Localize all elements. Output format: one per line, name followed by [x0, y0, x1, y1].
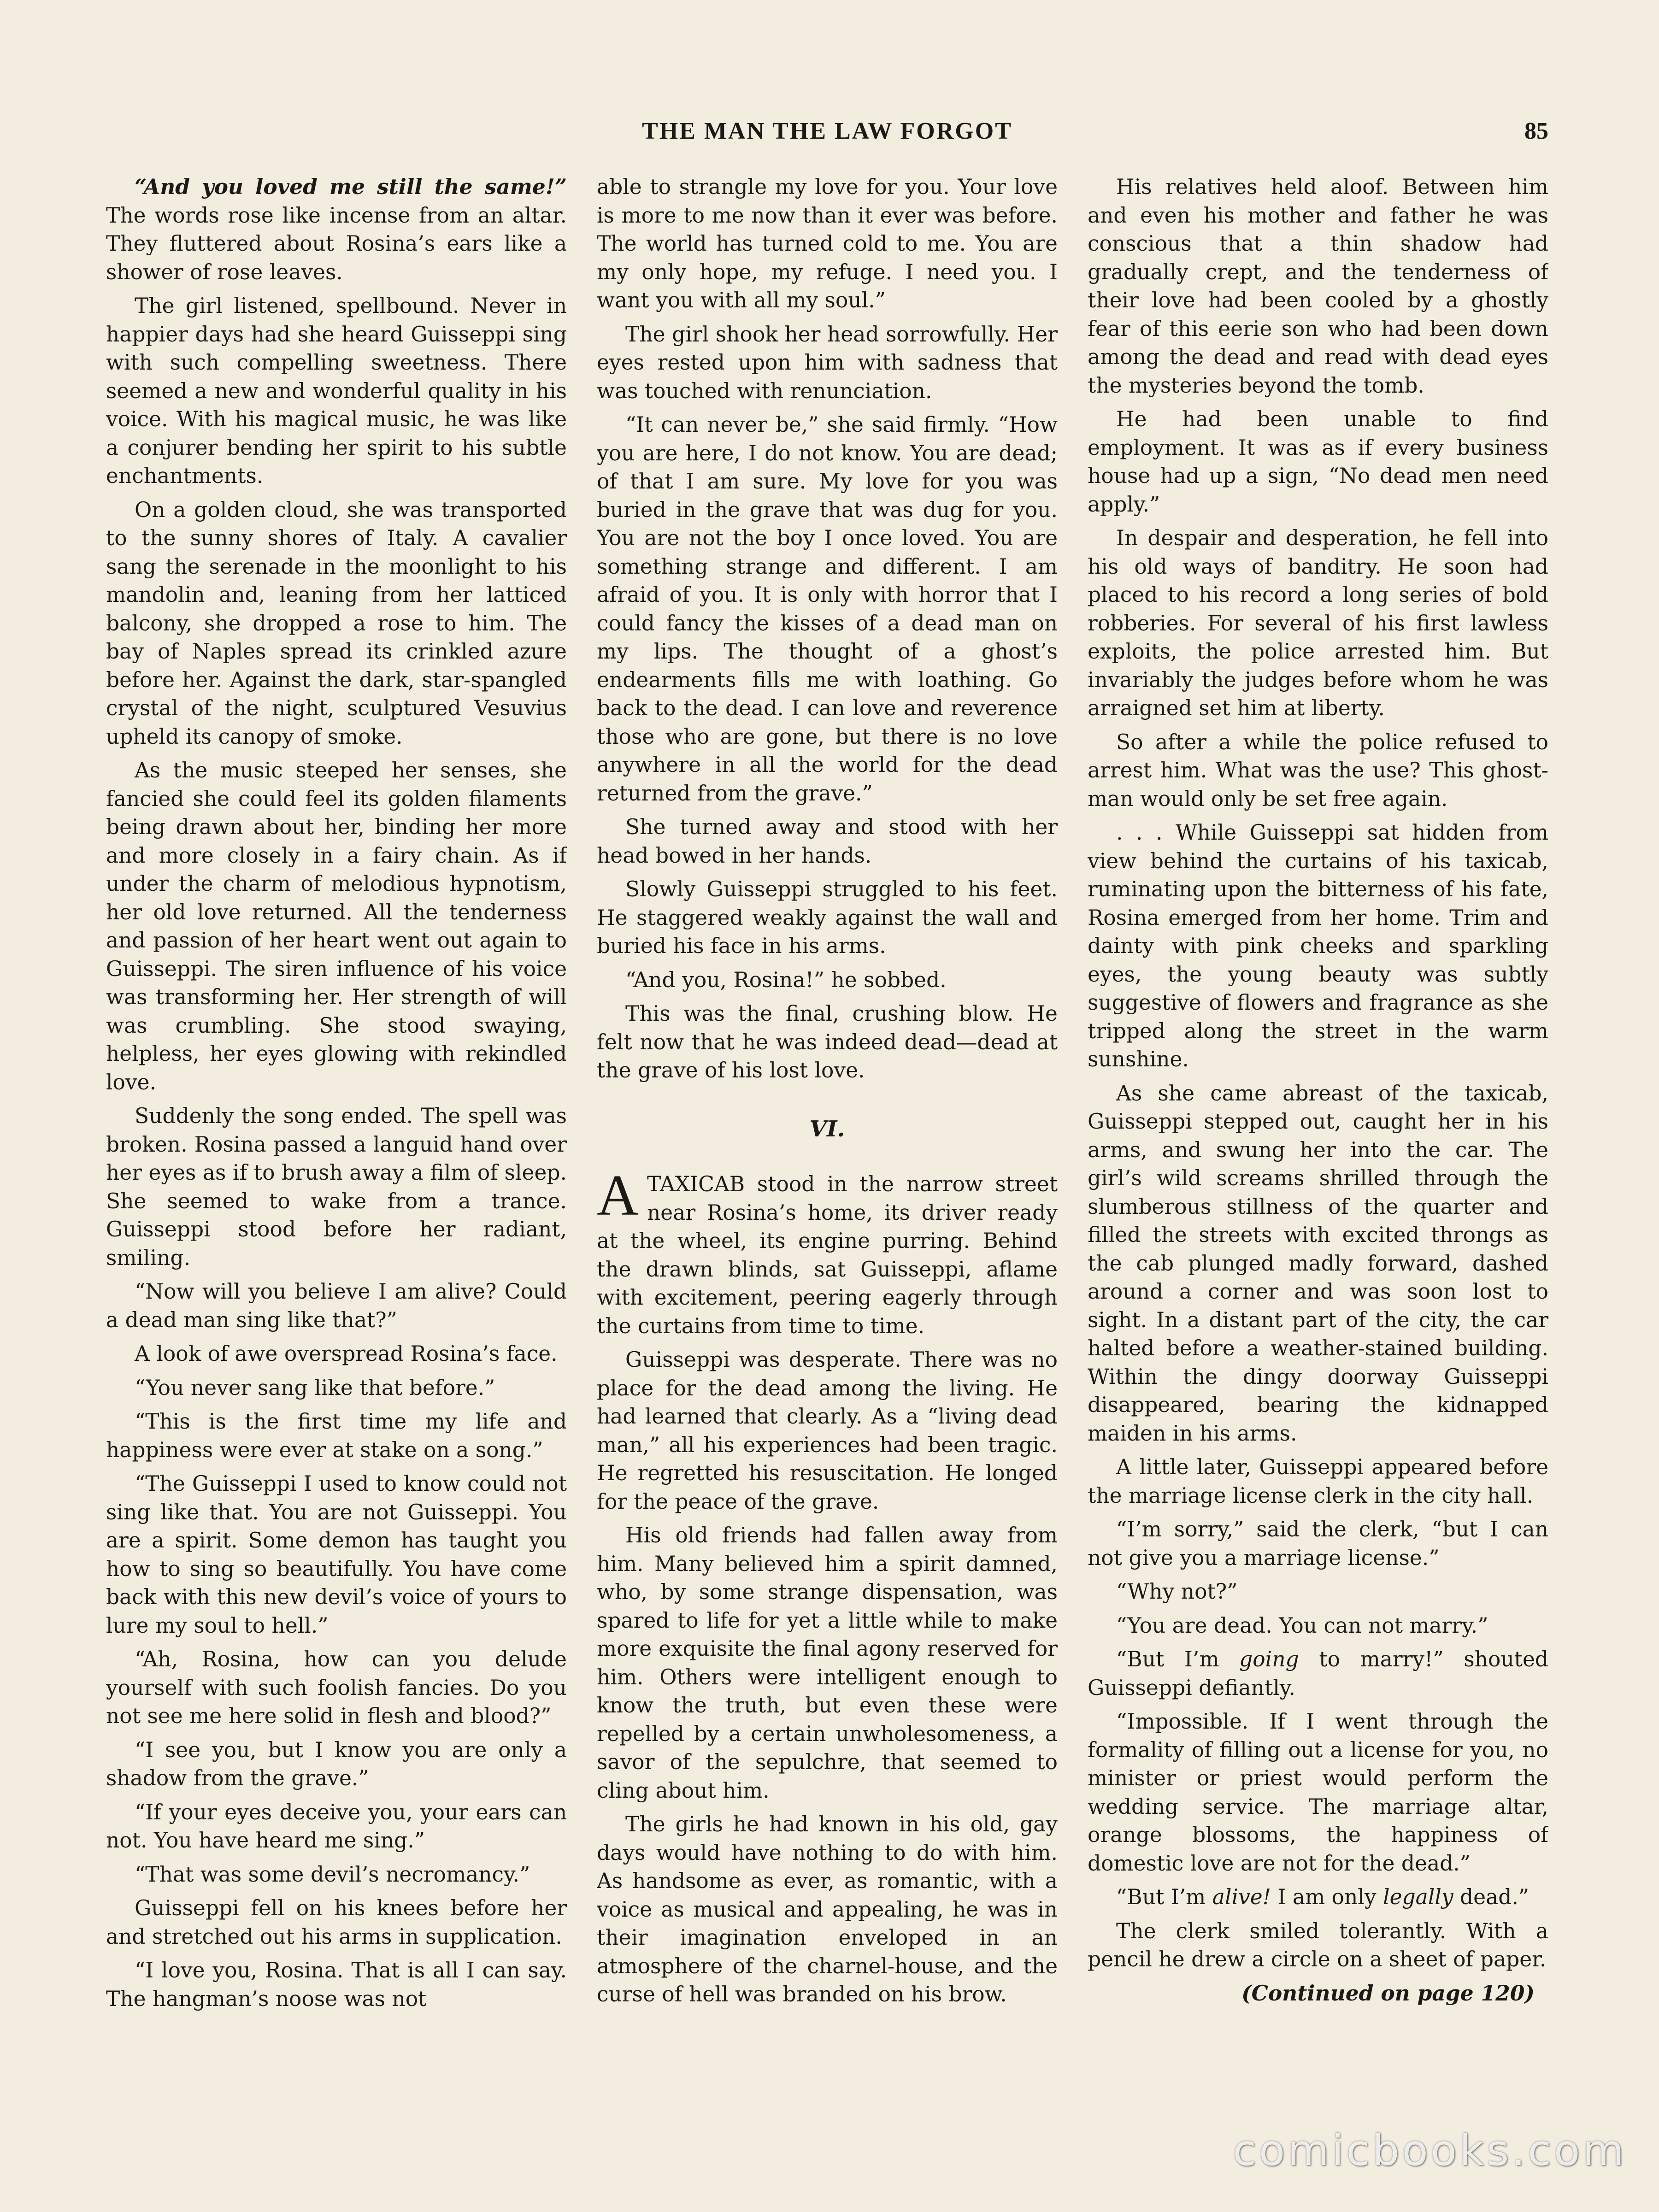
paragraph: “This is the first time my life and happiness were ever at stake on a song.” [106, 1409, 567, 1462]
paragraph: A look of awe overspread Rosina’s face. [135, 1341, 558, 1366]
paragraph: The girl shook her head sorrowfully. Her eyes rested upon him with sadness that was touched with renunciation. [597, 322, 1058, 403]
paragraph: “Now will you believe I am alive? Could a dead man sing like that?” [106, 1279, 567, 1332]
paragraph: “If your eyes deceive you, your ears can not. You have heard me sing.” [106, 1800, 567, 1853]
paragraph: “I love you, Rosina. That is all I can say. The hangman’s noose was not [106, 1958, 567, 2011]
paragraph-lead: “And you loved me still the same!” [135, 174, 567, 199]
paragraph: “You never sang like that before.” [135, 1375, 495, 1400]
paragraph: His old friends had fallen away from him. Many believed him a spirit damned, who, by some strange dispensation, was spared to life for yet a little while to make more exquisite the final agony reserved for him. Others were intelligent enough to know the truth, but even these were repelled by a certain unwholesomeness, a savor of the sepulchre, that seemed to cling about him. [597, 1523, 1058, 1803]
text-columns [106, 173, 1548, 2099]
paragraph: “You are dead. You can not marry.” [1116, 1613, 1488, 1638]
drop-cap: A [597, 1164, 639, 1228]
paragraph: Guisseppi was desperate. There was no place for the dead among the living. He had learned that clearly. As a “living dead man,” all his experiences had been tragic. He regretted his resuscitation. He longed for the peace of the grave. [597, 1347, 1058, 1514]
paragraph: The girls he had known in his old, gay days would have nothing to do with him. As handsome as ever, as romantic, with a voice as musical and appealing, he was in their imagination enveloped in an atmosphere of the charnel-house, and the curse of hell was branded on his brow. [597, 1812, 1058, 2006]
paragraph: This was the final, crushing blow. He felt now that he was indeed dead—dead at the grave of his lost love. [597, 1001, 1058, 1082]
paragraph: As the music steeped her senses, she fancied she could feel its golden filaments being drawn about her, binding her more and more closely in a fairy chain. As if under the charm of melodious hypnotism, her old love returned. All the tenderness and passion of her heart went out again to Guisseppi. The siren influence of his voice was transforming her. Her strength of will was crumbling. She stood swaying, helpless, her eyes glowing with rekindled love. [106, 758, 567, 1094]
column-2 [597, 173, 1058, 2099]
paragraph: The girl listened, spellbound. Never in happier days had she heard Guisseppi sing with such compelling sweetness. There seemed a new and wonderful quality in his voice. With his magical music, he was like a conjurer bending her spirit to his subtle enchantments. [106, 294, 567, 488]
paragraph: “Why not?” [1116, 1579, 1238, 1604]
paragraph: “I’m sorry,” said the clerk, “but I can not give you a marriage license.” [1088, 1517, 1548, 1570]
paragraph: “It can never be,” she said firmly. “How you are here, I do not know. You are dead; of that I am sure. My love for you was buried in the grave that was dug for you. You are not the boy I once loved. You are something strange and different. I am afraid of you. It is only with horror that I could fancy the kisses of a dead man on my lips. The thought of a ghost’s endearments fills me with loathing. Go back to the dead. I can love and reverence those who are gone, but there is no love anywhere in all the world for the dead returned from the grave.” [597, 412, 1058, 806]
paragraph: “Impossible. If I went through the formality of filling out a license for you, no minister or priest would perform the wedding service. The marriage altar, orange blossoms, the happiness of domestic love are not for the dead.” [1088, 1709, 1548, 1876]
paragraph: “That was some devil’s necromancy.” [135, 1862, 530, 1887]
paragraph: He had been unable to find employment. It was as if every business house had up a sign, “No dead men need apply.” [1088, 407, 1548, 517]
paragraph: His relatives held aloof. Between him and even his mother and father he was conscious that a thin shadow had gradually crept, and the tenderness of their love had been cooled by a ghostly fear of this eerie son who had been down among the dead and read with dead eyes the mysteries beyond the tomb. [1088, 175, 1548, 398]
page-header [106, 118, 1548, 154]
section-heading: VI. [809, 1116, 845, 1142]
section-opening-paragraph: ATAXICAB stood in the narrow street near Rosina’s home, its driver ready at the wheel, its engine purring. Behind the drawn blinds, sat Guisseppi, aflame with excitement, peering eagerly through the curtains from time to time. [597, 1164, 1058, 1338]
paragraph: Suddenly the song ended. The spell was broken. Rosina passed a languid hand over her eyes as if to brush away a film of sleep. She seemed to wake from a trance. Guisseppi stood before her radiant, smiling. [106, 1104, 567, 1270]
paragraph: . . . While Guisseppi sat hidden from view behind the curtains of his taxicab, ruminating upon the bitterness of his fate, Rosina emerged from her home. Trim and dainty with pink cheeks and sparkling eyes, the young beauty was subtly suggestive of flowers and fragrance as she tripped along the street in the warm sunshine. [1088, 820, 1548, 1071]
continued-note: (Continued on page 120) [1241, 1980, 1535, 2006]
paragraph: “But I’m alive! I am only legally dead.” [1116, 1885, 1530, 1909]
page-number: 85 [1524, 118, 1548, 144]
paragraph: On a golden cloud, she was transported to the sunny shores of Italy. A cavalier sang the serenade in the moonlight to his mandolin and, leaning from her latticed balcony, she dropped a rose to him. The bay of Naples spread its crinkled azure before her. Against the dark, star-spangled crystal of the night, sculptured Vesuvius upheld its canopy of smoke. [106, 497, 567, 749]
running-title: THE MAN THE LAW FORGOT [642, 118, 1012, 144]
paragraph: She turned away and stood with her head bowed in her hands. [597, 815, 1058, 868]
paragraph: As she came abreast of the taxicab, Guisseppi stepped out, caught her in his arms, and swung her into the car. The girl’s wild screams shrilled through the slumberous stillness of the quarter and filled the streets with excited throngs as the cab plunged madly forward, dashed around a corner and was soon lost to sight. In a distant part of the city, the car halted before a weather-stained building. Within the dingy doorway Guisseppi disappeared, bearing the kidnapped maiden in his arms. [1088, 1081, 1548, 1446]
opening-caps: TAXICAB [647, 1172, 745, 1196]
paragraph: The clerk smiled tolerantly. With a pencil he drew a circle on a sheet of paper. [1088, 1918, 1548, 1971]
paragraph: “But I’m going to marry!” shouted Guisseppi defiantly. [1088, 1647, 1548, 1700]
paragraph: Guisseppi fell on his knees before her and stretched out his arms in supplication. [106, 1896, 567, 1949]
paragraph: “Ah, Rosina, how can you delude yourself with such foolish fancies. Do you not see me here solid in flesh and blood?” [106, 1647, 567, 1728]
paragraph: In despair and desperation, he fell into his old ways of banditry. He soon had placed to his record a long series of bold robberies. For several of his first lawless exploits, the police arrested him. But invariably the judges before whom he was arraigned set him at liberty. [1088, 526, 1548, 720]
paragraph: “And you, Rosina!” he sobbed. [625, 967, 947, 992]
paragraph: A little later, Guisseppi appeared before the marriage license clerk in the city hall. [1088, 1455, 1548, 1508]
paragraph: So after a while the police refused to arrest him. What was the use? This ghost-man would only be set free again. [1088, 729, 1548, 811]
paragraph: “The Guisseppi I used to know could not sing like that. You are not Guisseppi. You are a spirit. Some demon has taught you how to sing so beautifully. You have come back with this new devil’s voice of yours to lure my soul to hell.” [106, 1471, 567, 1638]
column-1 [106, 173, 567, 2099]
column-3 [1088, 173, 1548, 2099]
paragraph: Slowly Guisseppi struggled to his feet. He staggered weakly against the wall and buried his face in his arms. [597, 877, 1058, 958]
paragraph: able to strangle my love for you. Your love is more to me now than it ever was before. The world has turned cold to me. You are my only hope, my refuge. I need you. I want you with all my soul.” [597, 175, 1058, 312]
watermark: comicbooks.com [1233, 2126, 1627, 2175]
paragraph: “And you loved me still the same!” The words rose like incense from an altar. They fluttered about Rosina’s ears like a shower of rose leaves. [106, 174, 567, 284]
paragraph: “I see you, but I know you are only a shadow from the grave.” [106, 1737, 567, 1790]
